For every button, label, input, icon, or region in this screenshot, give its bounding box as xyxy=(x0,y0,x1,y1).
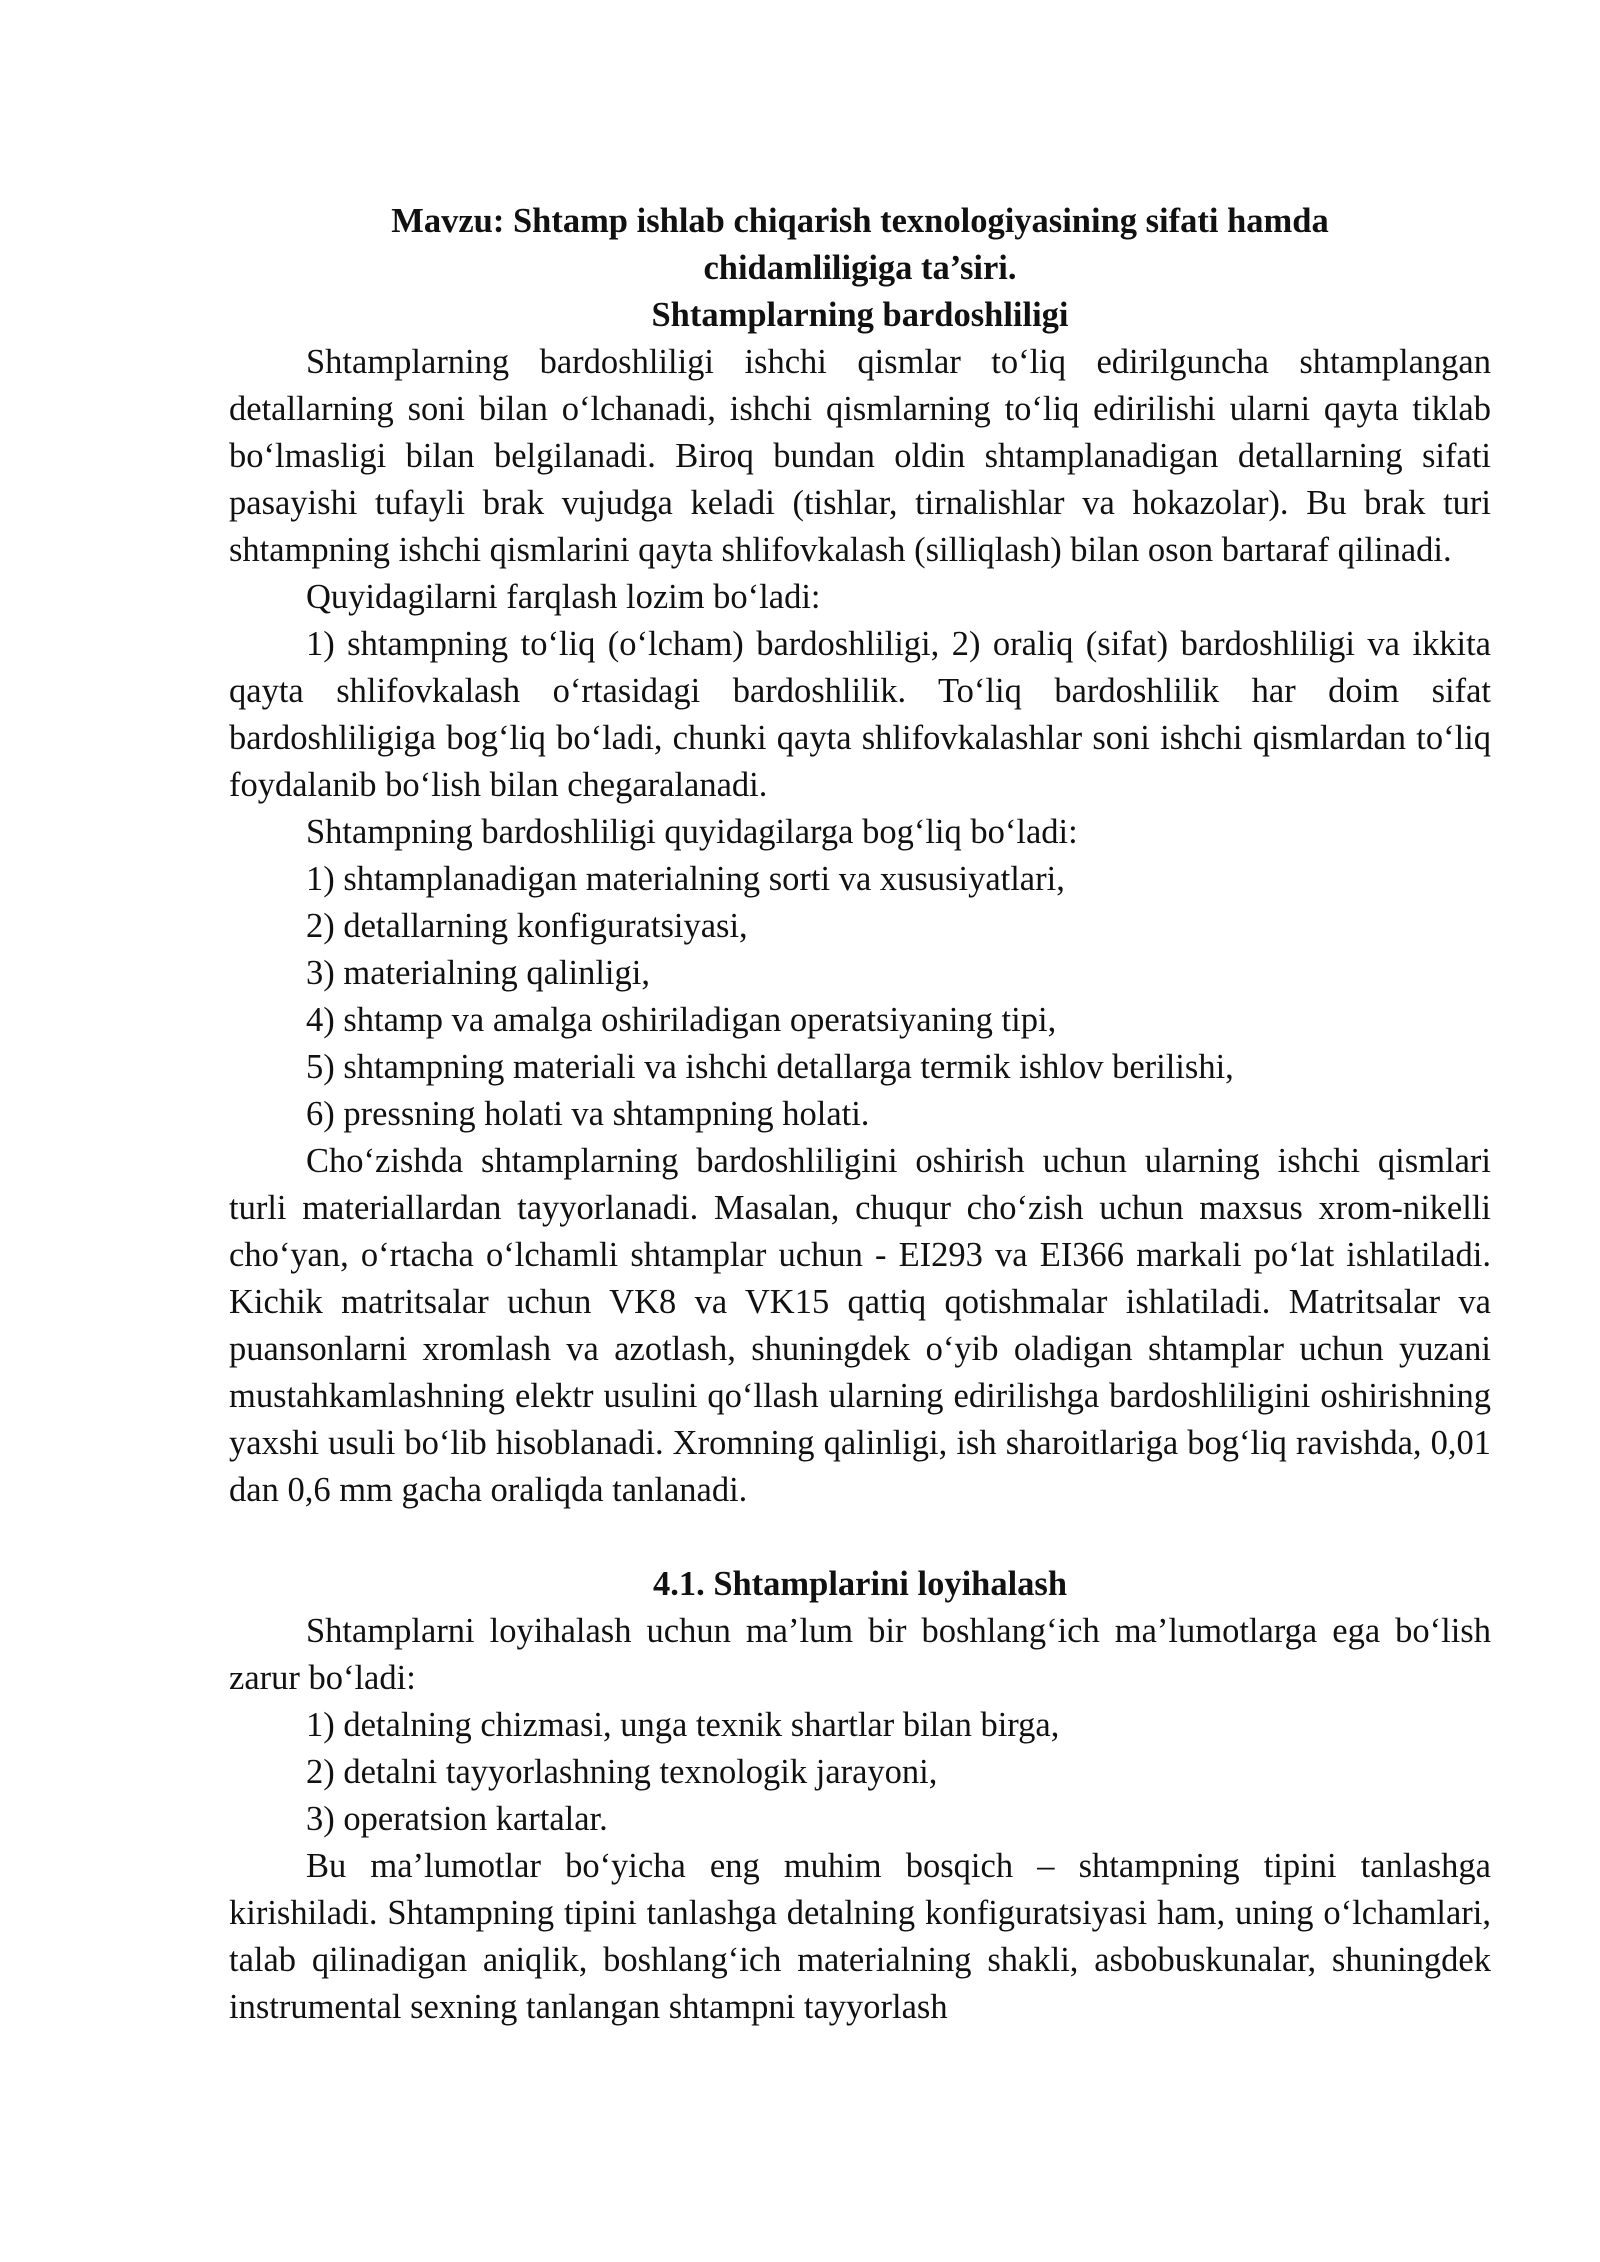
section-heading-loyihalash: 4.1. Shtamplarini loyihalash xyxy=(652,1565,1068,1603)
list-item: 2) detalni tayyorlashning texnologik jarayoni, xyxy=(306,1753,938,1791)
document-page xyxy=(229,198,1491,2031)
spacer xyxy=(229,1514,1491,1561)
document-title-line-1: Mavzu: Shtamp ishlab chiqarish texnologiyasining sifati hamda xyxy=(391,202,1329,240)
list-item: 6) pressning holati va shtampning holati. xyxy=(306,1095,870,1133)
list-item: 3) operatsion kartalar. xyxy=(306,1800,608,1838)
paragraph: 1) shtampning to‘liq (o‘lcham) bardoshliligi, 2) oraliq (sifat) bardoshliligi va ikkita qayta shlifovkalash o‘rtasidagi bardoshlilik. To‘liq bardoshlilik har doim sifat bardoshliligiga bog‘liq bo‘ladi, chunki qayta shlifovkalashlar soni ishchi qismlardan to‘liq foydalanib bo‘lish bilan chegaralanadi. xyxy=(229,625,1491,804)
paragraph: Bu ma’lumotlar bo‘yicha eng muhim bosqich – shtampning tipini tanlashga kirishiladi. Shtampning tipini tanlashga detalning konfiguratsiyasi ham, uning o‘lchamlari, talab qilinadigan aniqlik, boshlang‘ich materialning shakli, asbobuskunalar, shuningdek instrumental sexning tanlangan shtampni tayyorlash xyxy=(229,1847,1491,2026)
document-title-line-2: chidamliligiga ta’siri. xyxy=(703,249,1017,287)
list-item: 1) shtamplanadigan materialning sorti va xususiyatlari, xyxy=(306,860,1065,898)
dependency-list xyxy=(229,856,1491,1138)
paragraph: Shtamplarni loyihalash uchun ma’lum bir boshlang‘ich ma’lumotlarga ega bo‘lish zarur bo‘ladi: xyxy=(229,1612,1491,1697)
paragraph: Cho‘zishda shtamplarning bardoshliligini oshirish uchun ularning ishchi qismlari turli materiallardan tayyorlanadi. Masalan, chuqur cho‘zish uchun maxsus xrom-nikelli cho‘yan, o‘rtacha o‘lchamli shtamplar uchun - EI293 va EI366 markali po‘lat ishlatiladi. Kichik matritsalar uchun VK8 va VK15 qattiq qotishmalar ishlatiladi. Matritsalar va puansonlarni xromlash va azotlash, shuningdek o‘yib oladigan shtamplar uchun yuzani mustahkamlashning elektr usulini qo‘llash ularning edirilishga bardoshliligini oshirishning yaxshi usuli bo‘lib hisoblanadi. Xromning qalinligi, ish sharoitlariga bog‘liq ravishda, 0,01 dan 0,6 mm gacha oraliqda tanlanadi. xyxy=(229,1142,1491,1509)
section-heading-bardoshlilik: Shtamplarning bardoshliligi xyxy=(651,296,1069,334)
list-item: 3) materialning qalinligi, xyxy=(306,954,650,992)
paragraph: Quyidagilarni farqlash lozim bo‘ladi: xyxy=(306,578,821,616)
paragraph: Shtamplarning bardoshliligi ishchi qismlar to‘liq edirilguncha shtamplangan detallarning soni bilan o‘lchanadi, ishchi qismlarning to‘liq edirilishi ularni qayta tiklab bo‘lmasligi bilan belgilanadi. Biroq bundan oldin shtamplanadigan detallarning sifati pasayishi tufayli brak vujudga keladi (tishlar, tirnalishlar va hokazolar). Bu brak turi shtampning ishchi qismlarini qayta shlifovkalash (silliqlash) bilan oson bartaraf qilinadi. xyxy=(229,343,1491,569)
paragraph: Shtampning bardoshliligi quyidagilarga bog‘liq bo‘ladi: xyxy=(306,813,1078,851)
input-data-list xyxy=(229,1702,1491,1843)
list-item: 5) shtampning materiali va ishchi detallarga termik ishlov berilishi, xyxy=(306,1048,1234,1086)
list-item: 1) detalning chizmasi, unga texnik shartlar bilan birga, xyxy=(306,1706,1060,1744)
list-item: 2) detallarning konfiguratsiyasi, xyxy=(306,907,748,945)
list-item: 4) shtamp va amalga oshiriladigan operatsiyaning tipi, xyxy=(306,1001,1057,1039)
